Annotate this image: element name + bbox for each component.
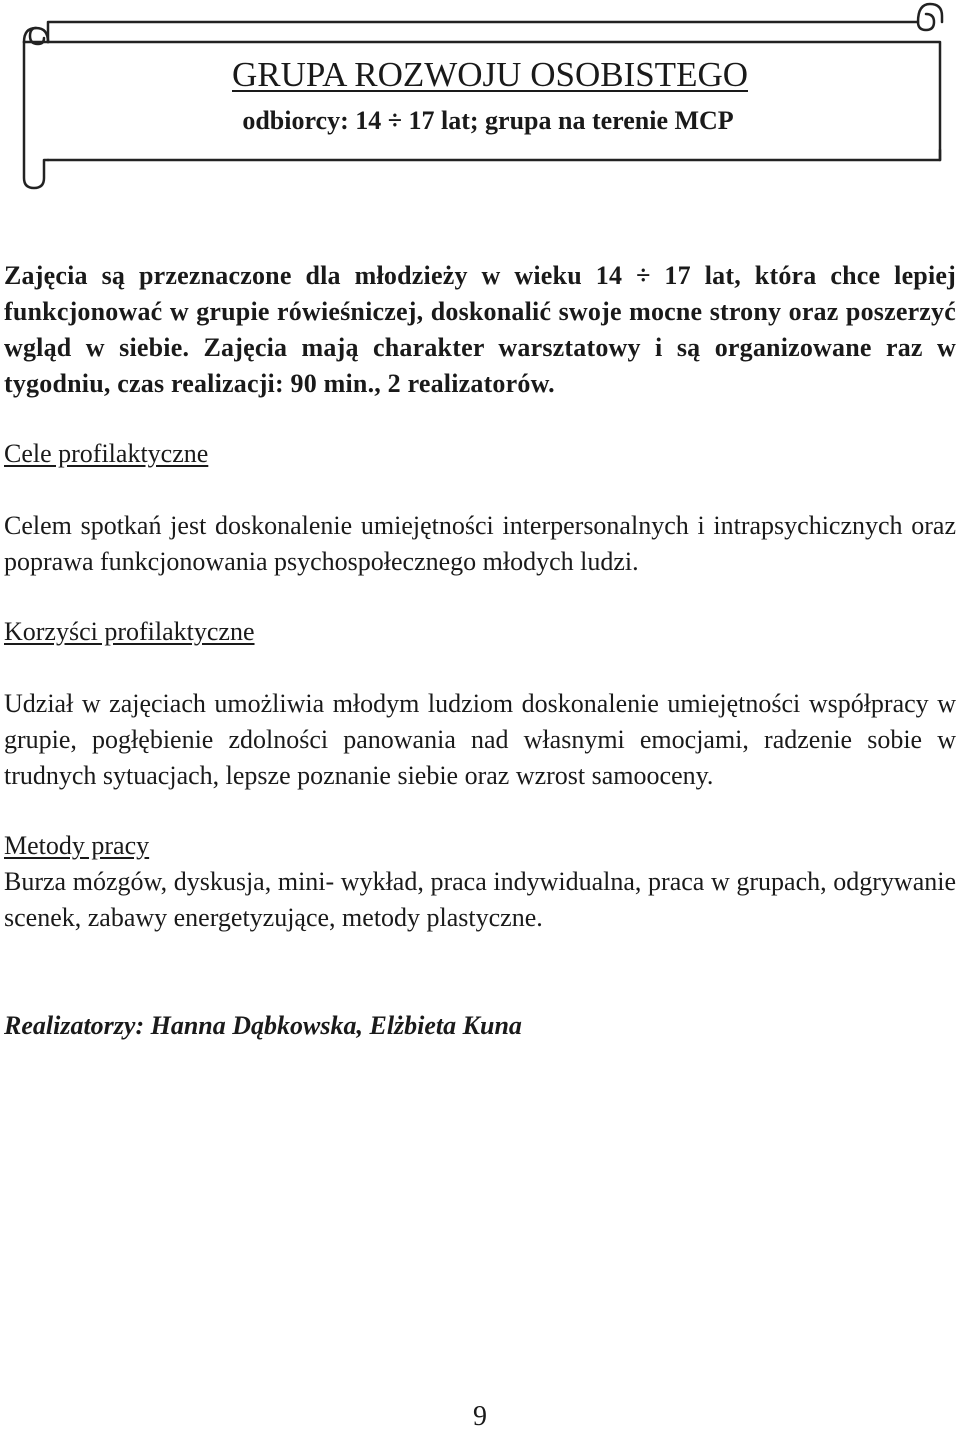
section-heading-benefits: Korzyści profilaktyczne [4,617,255,646]
banner-subtitle: odbiorcy: 14 ÷ 17 lat; grupa na terenie MCP [242,106,734,135]
page-number: 9 [473,1401,487,1432]
scroll-frame [0,0,960,200]
section-heading-methods: Metody pracy [4,831,150,860]
authors-line: Realizatorzy: Hanna Dąbkowska, Elżbieta Kuna [4,1011,522,1040]
intro-paragraph: Zajęcia są przeznaczone dla młodzieży w wieku 14 ÷ 17 lat, która chce lepiej funkcjonować w grupie rówieśniczej, doskonalić swoje mocne strony oraz poszerzyć wgląd w siebie. Zajęcia mają charakter warsztatowy i są organizowane raz w tygodniu, czas realizacji: 90 min., 2 realizatorów. [4,261,956,398]
banner-title: GRUPA ROZWOJU OSOBISTEGO [232,55,748,94]
scroll-banner [0,0,960,200]
document-body [4,258,956,1044]
section-heading-goals: Cele profilaktyczne [4,439,209,468]
section-text-goals: Celem spotkań jest doskonalenie umiejętności interpersonalnych i intrapsychicznych oraz poprawa funkcjonowania psychospołecznego młodych ludzi. [4,511,956,576]
section-text-benefits: Udział w zajęciach umożliwia młodym ludziom doskonalenie umiejętności współpracy w grupie, pogłębienie zdolności panowania nad własnymi emocjami, radzenie sobie w trudnych sytuacjach, lepsze poznanie siebie oraz wzrost samooceny. [4,689,956,790]
section-text-methods: Burza mózgów, dyskusja, mini- wykład, praca indywidualna, praca w grupach, odgrywanie scenek, zabawy energetyzujące, metody plastyczne. [4,867,956,932]
